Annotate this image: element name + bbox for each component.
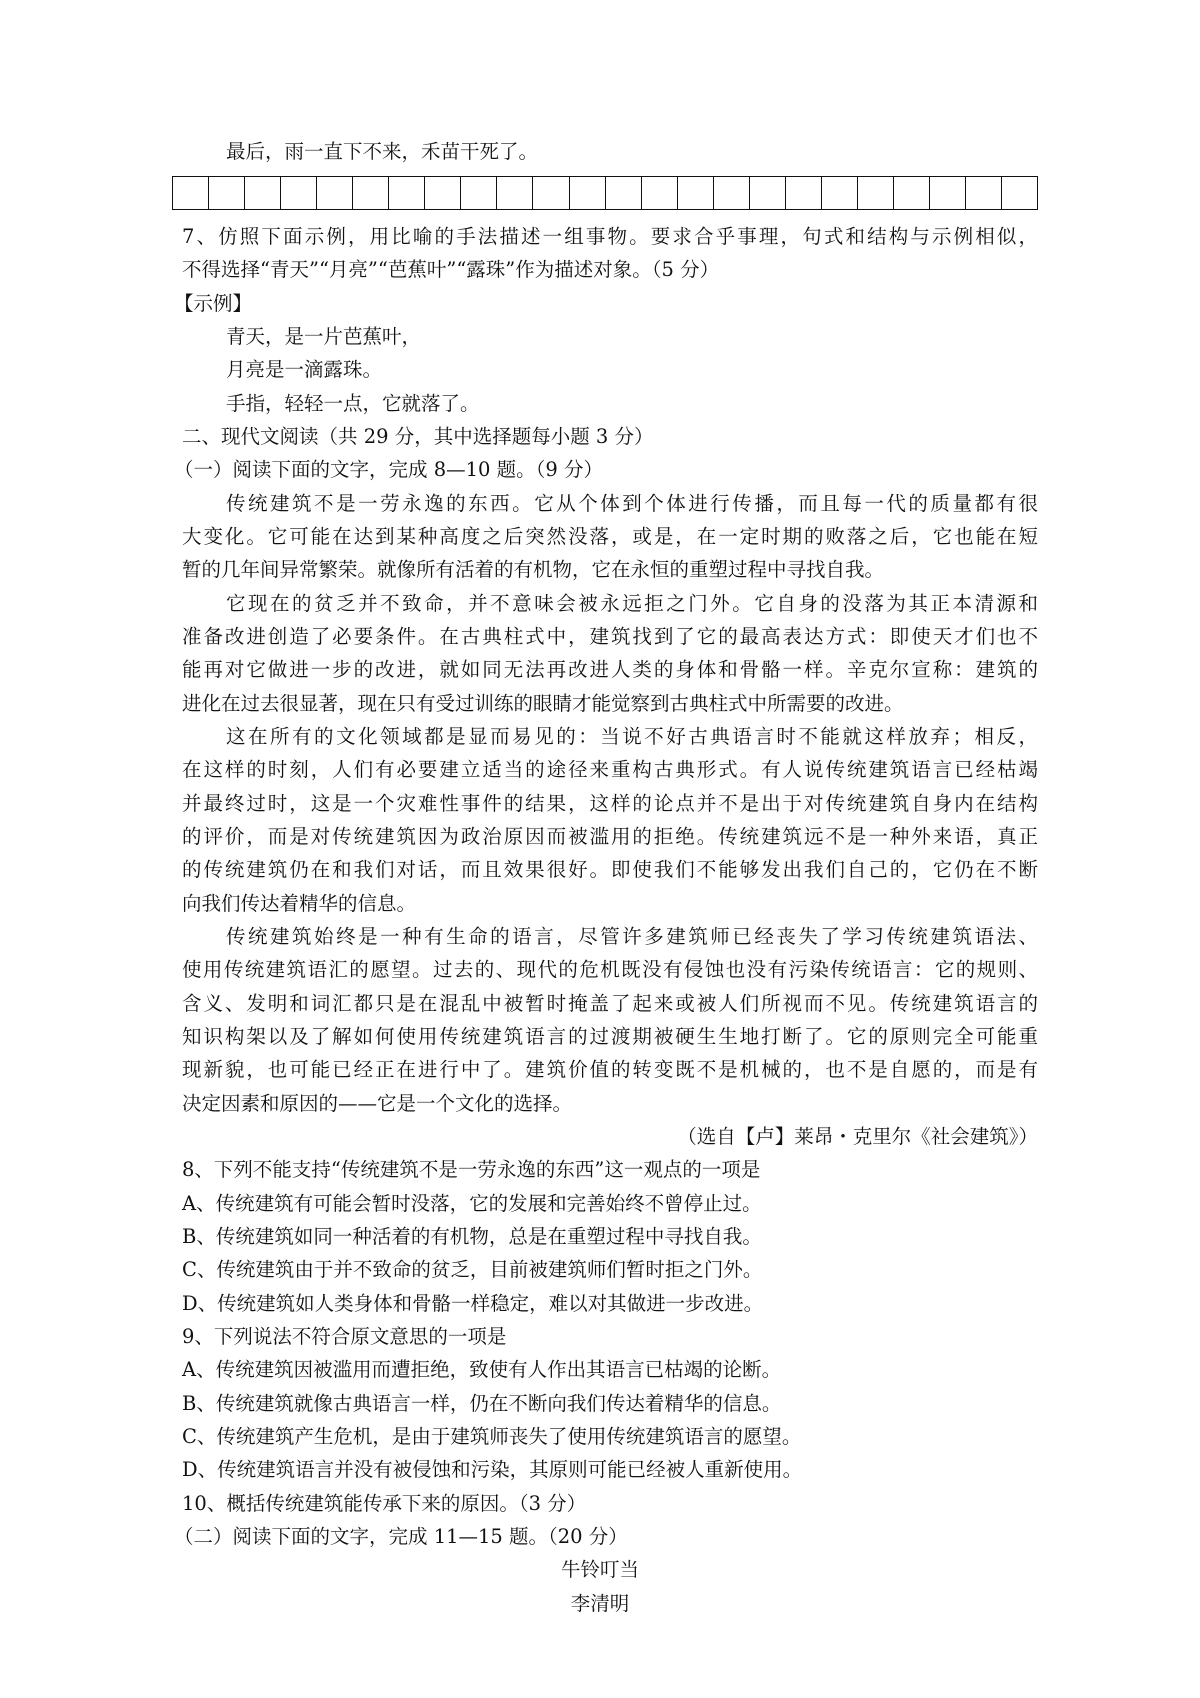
top-sentence: 最后，雨一直下不来，禾苗干死了。 bbox=[226, 140, 539, 163]
passage-line: 的评价，而是对传统建筑因为政治原因而被滥用的拒绝。传统建筑远不是一种外来语，真正 bbox=[182, 825, 1038, 848]
passage-line: 它现在的贫乏并不致命，并不意味会被永远拒之门外。它自身的没落为其正本清源和 bbox=[226, 592, 1038, 615]
section2-heading: 二、现代文阅读（共 29 分，其中选择题每小题 3 分） bbox=[182, 425, 654, 448]
answer-grid-cell bbox=[822, 177, 858, 209]
part1-heading: （一）阅读下面的文字，完成 8—10 题。（9 分） bbox=[174, 458, 603, 481]
q9-option-b: B、传统建筑就像古典语言一样，仍在不断向我们传达着精华的信息。 bbox=[182, 1392, 782, 1415]
answer-grid-cell bbox=[173, 177, 209, 209]
answer-grid bbox=[172, 176, 1038, 210]
q10-stem: 10、概括传统建筑能传承下来的原因。（3 分） bbox=[182, 1492, 587, 1515]
answer-grid-cell bbox=[930, 177, 966, 209]
passage-line: 现新貌，也可能已经正在进行中了。建筑价值的转变既不是机械的，也不是自愿的，而是有 bbox=[182, 1058, 1038, 1081]
answer-grid-cell bbox=[497, 177, 533, 209]
answer-grid-cell bbox=[678, 177, 714, 209]
answer-grid-cell bbox=[461, 177, 497, 209]
passage-line: 暂的几年间异常繁荣。就像所有活着的有机物，它在永恒的重塑过程中寻找自我。 bbox=[182, 558, 885, 581]
passage-source: （选自【卢】莱昂・克里尔《社会建筑》） bbox=[677, 1125, 1038, 1148]
q8-option-d: D、传统建筑如人类身体和骨骼一样稳定，难以对其做进一步改进。 bbox=[182, 1292, 764, 1315]
answer-grid-cell bbox=[245, 177, 281, 209]
example-line: 青天，是一片芭蕉叶， bbox=[226, 325, 422, 348]
q8-option-c: C、传统建筑由于并不致命的贫乏，目前被建筑师们暂时拒之门外。 bbox=[182, 1258, 763, 1281]
q9-option-a: A、传统建筑因被滥用而遭拒绝，致使有人作出其语言已枯竭的论断。 bbox=[182, 1358, 782, 1381]
q9-stem: 9、下列说法不符合原文意思的一项是 bbox=[182, 1325, 507, 1348]
q7-line1: 7、仿照下面示例，用比喻的手法描述一组事物。要求合乎事理，句式和结构与示例相似， bbox=[182, 225, 1038, 248]
answer-grid-cell bbox=[533, 177, 569, 209]
answer-grid-cell bbox=[966, 177, 1002, 209]
passage-line: 进化在过去很显著，现在只有受过训练的眼睛才能觉察到古典柱式中所需要的改进。 bbox=[182, 692, 904, 715]
passage-line: 传统建筑不是一劳永逸的东西。它从个体到个体进行传播，而且每一代的质量都有很 bbox=[226, 492, 1038, 515]
q8-option-a: A、传统建筑有可能会暂时没落，它的发展和完善始终不曾停止过。 bbox=[182, 1192, 762, 1215]
passage-line: 这在所有的文化领域都是显而易见的：当说不好古典语言时不能就这样放弃；相反， bbox=[226, 725, 1038, 748]
answer-grid-cell bbox=[317, 177, 353, 209]
passage-line: 使用传统建筑语汇的愿望。过去的、现代的危机既没有侵蚀也没有污染传统语言：它的规则、 bbox=[182, 958, 1038, 981]
passage-line: 含义、发明和词汇都只是在混乱中被暂时掩盖了起来或被人们所视而不见。传统建筑语言的 bbox=[182, 992, 1038, 1015]
example-label: 【示例】 bbox=[174, 292, 253, 315]
answer-grid-cell bbox=[786, 177, 822, 209]
passage-line: 的传统建筑仍在和我们对话，而且效果很好。即使我们不能够发出我们自己的，它仍在不断 bbox=[182, 858, 1038, 881]
answer-grid-cell bbox=[389, 177, 425, 209]
passage-line: 在这样的时刻，人们有必要建立适当的途径来重构古典形式。有人说传统建筑语言已经枯竭 bbox=[182, 758, 1038, 781]
q9-option-c: C、传统建筑产生危机，是由于建筑师丧失了使用传统建筑语言的愿望。 bbox=[182, 1425, 802, 1448]
passage-line: 大变化。它可能在达到某种高度之后突然没落，或是，在一定时期的败落之后，它也能在短 bbox=[182, 525, 1038, 548]
answer-grid-cell bbox=[281, 177, 317, 209]
passage-line: 并最终过时，这是一个灾难性事件的结果，这样的论点并不是出于对传统建筑自身内在结构 bbox=[182, 792, 1038, 815]
q7-line2: 不得选择“青天”“月亮”“芭蕉叶”“露珠”作为描述对象。（5 分） bbox=[182, 258, 720, 281]
passage-line: 传统建筑始终是一种有生命的语言，尽管许多建筑师已经丧失了学习传统建筑语法、 bbox=[226, 925, 1038, 948]
answer-grid-cell bbox=[894, 177, 930, 209]
answer-grid-cell bbox=[714, 177, 750, 209]
answer-grid-cell bbox=[1002, 177, 1037, 209]
passage-line: 向我们传达着精华的信息。 bbox=[182, 892, 417, 915]
answer-grid-cell bbox=[606, 177, 642, 209]
q8-stem: 8、下列不能支持“传统建筑不是一劳永逸的东西”这一观点的一项是 bbox=[182, 1158, 761, 1181]
story-author: 李清明 bbox=[570, 1592, 630, 1615]
answer-grid-cell bbox=[570, 177, 606, 209]
q8-option-b: B、传统建筑如同一种活着的有机物，总是在重塑过程中寻找自我。 bbox=[182, 1225, 762, 1248]
answer-grid-cell bbox=[353, 177, 389, 209]
passage-line: 知识构架以及了解如何使用传统建筑语言的过渡期被硬生生地打断了。它的原则完全可能重 bbox=[182, 1025, 1038, 1048]
answer-grid-cell bbox=[425, 177, 461, 209]
passage-line: 决定因素和原因的——它是一个文化的选择。 bbox=[182, 1092, 573, 1115]
passage-line: 能再对它做进一步的改进，就如同无法再改进人类的身体和骨骼一样。辛克尔宣称：建筑的 bbox=[182, 658, 1038, 681]
example-line: 手指，轻轻一点，它就落了。 bbox=[226, 392, 480, 415]
answer-grid-cell bbox=[750, 177, 786, 209]
passage-line: 准备改进创造了必要条件。在古典柱式中，建筑找到了它的最高表达方式：即使天才们也不 bbox=[182, 625, 1038, 648]
answer-grid-cell bbox=[642, 177, 678, 209]
answer-grid-cell bbox=[858, 177, 894, 209]
story-title: 牛铃叮当 bbox=[560, 1558, 639, 1581]
example-line: 月亮是一滴露珠。 bbox=[226, 358, 383, 381]
answer-grid-cell bbox=[209, 177, 245, 209]
part2-heading: （二）阅读下面的文字，完成 11—15 题。（20 分） bbox=[174, 1525, 628, 1548]
q9-option-d: D、传统建筑语言并没有被侵蚀和污染，其原则可能已经被人重新使用。 bbox=[182, 1458, 803, 1481]
